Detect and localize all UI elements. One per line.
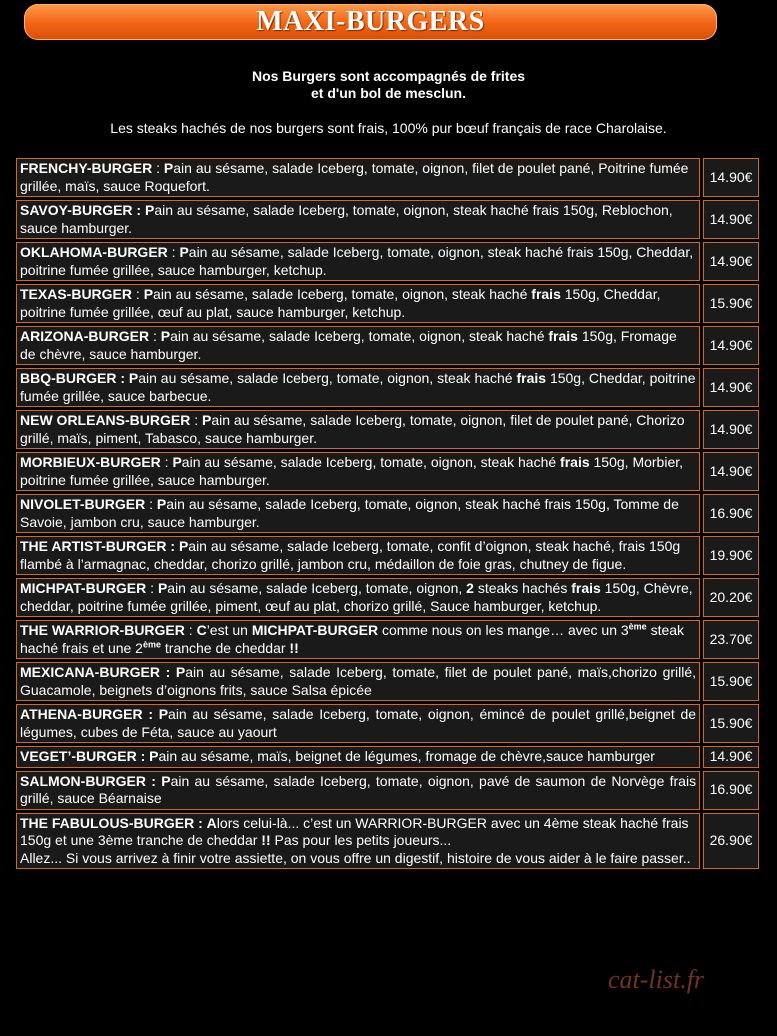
intro-line-1: Nos Burgers sont accompagnés de frites	[251, 68, 526, 84]
item-description: ATHENA-BURGER : Pain au sésame, salade Iceberg, tomate, oignon, émincé de poulet grillé,beignet de légumes, cubes de Féta, sauce au yaourt	[16, 704, 700, 743]
menu-row	[16, 452, 759, 491]
item-description: ARIZONA-BURGER : Pain au sésame, salade Iceberg, tomate, oignon, steak haché frais 150g, Fromage de chèvre, sauce hamburger.	[16, 326, 700, 365]
menu-row	[16, 771, 759, 810]
menu-row	[16, 662, 759, 701]
item-description: NEW ORLEANS-BURGER : Pain au sésame, salade Iceberg, tomate, oignon, filet de poulet pané, Chorizo grillé, maïs, piment, Tabasco, sauce hamburger.	[16, 410, 700, 449]
item-price: 14.90€	[703, 452, 759, 491]
item-price: 14.90€	[703, 746, 759, 768]
item-price: 23.70€	[703, 620, 759, 659]
item-price: 20.20€	[703, 578, 759, 617]
item-name: BBQ-BURGER :	[20, 370, 125, 386]
item-name: SAVOY-BURGER :	[20, 202, 142, 218]
item-price: 14.90€	[703, 326, 759, 365]
item-description: MORBIEUX-BURGER : Pain au sésame, salade Iceberg, tomate, oignon, steak haché frais 150g, Morbier, poitrine fumée grillée, sauce hamburger.	[16, 452, 700, 491]
item-name: VEGET’-BURGER :	[20, 748, 146, 764]
item-description: MICHPAT-BURGER : Pain au sésame, salade Iceberg, tomate, oignon, 2 steaks hachés frais 150g, Chèvre, cheddar, poitrine fumée grillée, piment, œuf au plat, chorizo grillé, Sauce hamburger, ketchup.	[16, 578, 700, 617]
item-name: MEXICANA-BURGER :	[20, 664, 171, 680]
item-name: MICHPAT-BURGER	[20, 580, 147, 596]
item-price: 15.90€	[703, 284, 759, 323]
item-price: 16.90€	[703, 771, 759, 810]
item-price: 14.90€	[703, 410, 759, 449]
menu-table	[13, 155, 762, 872]
item-description: SALMON-BURGER : Pain au sésame, salade Iceberg, tomate, oignon, pavé de saumon de Norvège frais grillé, sauce Béarnaise	[16, 771, 700, 810]
item-description: THE WARRIOR-BURGER : C’est un MICHPAT-BURGER comme nous on les mange… avec un 3ème steak haché frais et une 2ème tranche de cheddar !!	[16, 620, 700, 659]
menu-row	[16, 284, 759, 323]
menu-row	[16, 620, 759, 659]
menu-row	[16, 704, 759, 743]
item-name: NIVOLET-BURGER	[20, 496, 146, 512]
intro-line-2: et d'un bol de mesclun.	[310, 85, 466, 101]
item-name: MORBIEUX-BURGER	[20, 454, 161, 470]
menu-row	[16, 200, 759, 239]
item-description: THE FABULOUS-BURGER : Alors celui-là... c’est un WARRIOR-BURGER avec un 4ème steak haché frais 150g et une 3ème tranche de cheddar !! Pas pour les petits joueurs... Allez... Si vous arrivez à finir votre assiette, on vous offre un digestif, histoire de vous aider à le faire passer..	[16, 813, 700, 870]
menu-row	[16, 813, 759, 870]
menu-row	[16, 326, 759, 365]
item-price: 14.90€	[703, 368, 759, 407]
item-name: NEW ORLEANS-BURGER	[20, 412, 191, 428]
page-title: MAXI-BURGERS	[256, 6, 485, 37]
intro-steak-note: Les steaks hachés de nos burgers sont frais, 100% pur bœuf français de race Charolaise.	[110, 120, 667, 136]
item-price: 14.90€	[703, 158, 759, 197]
item-name: SALMON-BURGER :	[20, 772, 156, 789]
item-description: NIVOLET-BURGER : Pain au sésame, salade Iceberg, tomate, oignon, steak haché frais 150g, Tomme de Savoie, jambon cru, sauce hamburger.	[16, 494, 700, 533]
menu-row	[16, 746, 759, 768]
item-price: 15.90€	[703, 662, 759, 701]
item-price: 16.90€	[703, 494, 759, 533]
item-description: TEXAS-BURGER : Pain au sésame, salade Iceberg, tomate, oignon, steak haché frais 150g, Cheddar, poitrine fumée grillée, œuf au plat, sauce hamburger, ketchup.	[16, 284, 700, 323]
item-name: FRENCHY-BURGER	[20, 160, 153, 176]
item-name: OKLAHOMA-BURGER	[20, 244, 168, 260]
title-banner	[24, 4, 717, 40]
menu-row	[16, 158, 759, 197]
menu-row	[16, 242, 759, 281]
watermark-text: cat-list.fr	[608, 965, 705, 994]
item-price: 26.90€	[703, 813, 759, 870]
item-description: OKLAHOMA-BURGER : Pain au sésame, salade Iceberg, tomate, oignon, steak haché frais 150g, Cheddar, poitrine fumée grillée, sauce hamburger, ketchup.	[16, 242, 700, 281]
item-description: FRENCHY-BURGER : Pain au sésame, salade Iceberg, tomate, oignon, filet de poulet pané, Poitrine fumée grillée, maïs, sauce Roquefort.	[16, 158, 700, 197]
item-name: ARIZONA-BURGER	[20, 328, 150, 344]
menu-row	[16, 536, 759, 575]
item-name: TEXAS-BURGER	[20, 286, 133, 302]
item-name: THE FABULOUS-BURGER :	[20, 814, 203, 831]
item-description: BBQ-BURGER : Pain au sésame, salade Iceberg, tomate, oignon, steak haché frais 150g, Cheddar, poitrine fumée grillée, sauce barbecue.	[16, 368, 700, 407]
menu-row	[16, 410, 759, 449]
item-name: THE ARTIST-BURGER :	[20, 538, 176, 554]
menu-row	[16, 368, 759, 407]
item-name: ATHENA-BURGER :	[20, 706, 153, 722]
item-description: SAVOY-BURGER : Pain au sésame, salade Iceberg, tomate, oignon, steak haché frais 150g, Reblochon, sauce hamburger.	[16, 200, 700, 239]
menu-row	[16, 494, 759, 533]
item-price: 14.90€	[703, 200, 759, 239]
item-price: 14.90€	[703, 242, 759, 281]
item-name: THE WARRIOR-BURGER	[20, 622, 185, 638]
intro-accompaniment	[0, 68, 777, 102]
item-description: MEXICANA-BURGER : Pain au sésame, salade Iceberg, tomate, filet de poulet pané, maïs,chorizo grillé, Guacamole, beignets d’oignons frits, sauce Salsa épicée	[16, 662, 700, 701]
menu-row	[16, 578, 759, 617]
item-price: 19.90€	[703, 536, 759, 575]
item-price: 15.90€	[703, 704, 759, 743]
item-description: THE ARTIST-BURGER : Pain au sésame, salade Iceberg, tomate, confit d’oignon, steak haché, frais 150g flambé à l’armagnac, cheddar, chorizo grillé, jambon cru, médaillon de foie gras, chutney de figue.	[16, 536, 700, 575]
item-description: VEGET’-BURGER : Pain au sésame, maïs, beignet de légumes, fromage de chèvre,sauce hamburger	[16, 746, 700, 768]
